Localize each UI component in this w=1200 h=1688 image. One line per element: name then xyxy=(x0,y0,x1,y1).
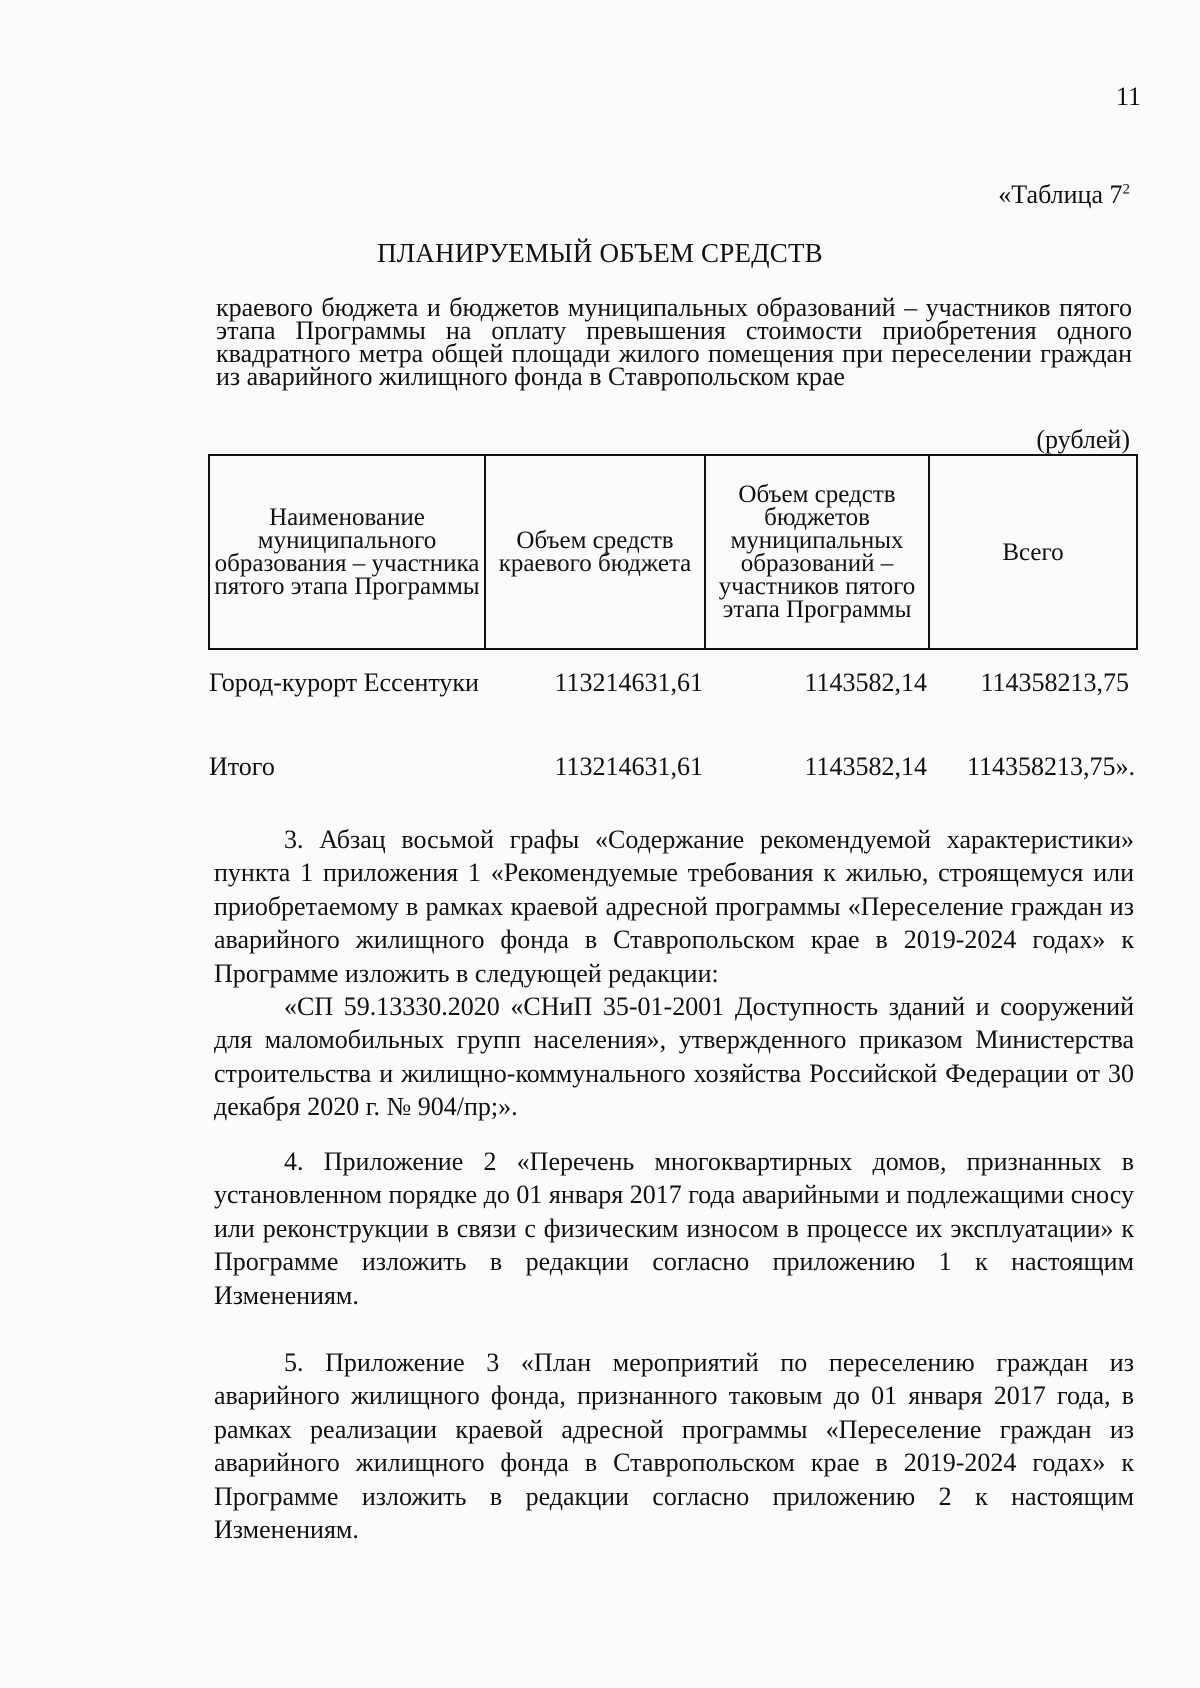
header-municipal-budgets: Объем средств бюджетов муниципальных образований – участников пятого этапа Программы xyxy=(705,455,929,649)
table-row xyxy=(209,649,1137,734)
cell-total-regional-budget: 113214631,61 xyxy=(554,752,703,781)
paragraph-3-quote: «СП 59.13330.2020 «СНиП 35-01-2001 Доступность зданий и сооружений для маломобильных групп населения», утвержденного приказом Министерства строительства и жилищно-коммунального хозяйства Российской Федерации от 30 декабря 2020 г. № 904/пр;». xyxy=(214,992,1134,1122)
paragraph-3: 3. Абзац восьмой графы «Содержание рекомендуемой характеристики» пункта 1 приложения 1 «Рекомендуемые требования к жилью, строящемуся или приобретаемому в рамках краевой адресной программы «Переселение граждан из аварийного жилищного фонда в Ставропольском крае в 2019-2024 годах» к Программе изложить в следующей редакции: xyxy=(214,825,1134,988)
table-subtitle: краевого бюджета и бюджетов муниципальных образований – участников пятого этапа Программы на оплату превышения стоимости приобретения одного квадратного метра общей площади жилого помещения при переселении граждан из аварийного жилищного фонда в Ставропольском крае xyxy=(216,293,1132,391)
cell-total-municipal-budgets: 1143582,14 xyxy=(804,752,927,781)
table-reference xyxy=(998,180,1130,210)
table-title: ПЛАНИРУЕМЫЙ ОБЪЕМ СРЕДСТВ xyxy=(377,238,823,268)
cell-total: 114358213,75 xyxy=(980,668,1129,697)
cell-municipal-budgets: 1143582,14 xyxy=(804,668,927,697)
funding-table-grid xyxy=(208,454,1138,783)
cell-municipality: Город-курорт Ессентуки xyxy=(209,668,479,697)
cell-total-label: Итого xyxy=(209,752,275,781)
paragraph-4: 4. Приложение 2 «Перечень многоквартирных домов, признанных в установленном порядке до 01 января 2017 года аварийными и подлежащими сносу или реконструкции в связи с физическим износом в процессе их эксплуатации» к Программе изложить в редакции согласно приложению 1 к настоящим Изменениям. xyxy=(214,1147,1134,1310)
table-reference-superscript: 2 xyxy=(1122,181,1130,198)
page-number: 11 xyxy=(1116,82,1142,111)
table-row-total xyxy=(209,734,1137,783)
funding-table xyxy=(208,454,1136,783)
paragraph-5: 5. Приложение 3 «План мероприятий по переселению граждан из аварийного жилищного фонда, признанного таковым до 01 января 2017 года, в рамках реализации краевой адресной программы «Переселение граждан из аварийного жилищного фонда в Ставропольском крае в 2019-2024 годах» к Программе изложить в редакции согласно приложению 2 к настоящим Изменениям. xyxy=(214,1348,1134,1545)
header-regional-budget: Объем средств краевого бюджета xyxy=(485,455,705,649)
table-header-row xyxy=(209,455,1137,649)
cell-grand-total: 114358213,75». xyxy=(966,752,1135,781)
unit-label: (рублей) xyxy=(1036,425,1130,454)
table-reference-text: «Таблица 7 xyxy=(998,180,1123,209)
header-municipality: Наименование муниципального образования – участника пятого этапа Программы xyxy=(209,455,485,649)
header-total: Всего xyxy=(929,455,1137,649)
cell-regional-budget: 113214631,61 xyxy=(554,668,703,697)
